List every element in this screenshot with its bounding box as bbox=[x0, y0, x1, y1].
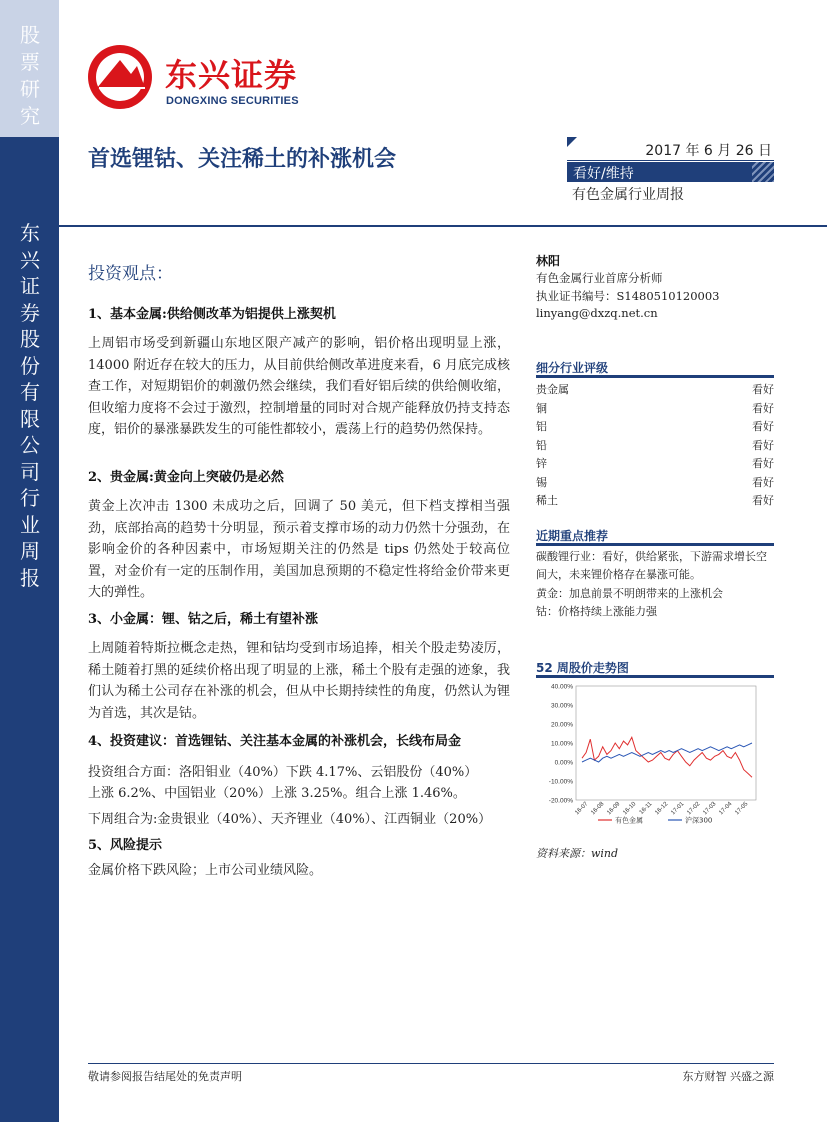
recommend-item-2: 黄金：加息前景不明朗带来的上涨机会 bbox=[536, 587, 723, 600]
sidebar-top-label: 股票研究 bbox=[20, 23, 40, 128]
rating-row-name: 铜 bbox=[536, 401, 547, 415]
chart-y-tick-label: 0.00% bbox=[554, 759, 573, 767]
portfolio-line-2: 上涨 6.2%、中国铝业（20%）上涨 3.25%。组合上涨 1.46%。 bbox=[88, 786, 466, 801]
rating-row bbox=[536, 418, 774, 436]
chart-legend-label: 有色金属 bbox=[615, 816, 643, 825]
rating-row-name: 铅 bbox=[536, 438, 547, 452]
industry-rating: 看好/维持 bbox=[573, 166, 634, 182]
rating-row-name: 稀土 bbox=[536, 494, 558, 507]
header-divider bbox=[59, 225, 827, 227]
chart-x-tick-label: 17-04 bbox=[718, 801, 734, 817]
date-row bbox=[567, 137, 774, 161]
chart-x-tick-label: 16-07 bbox=[574, 801, 590, 817]
rating-row-value: 看好 bbox=[752, 420, 774, 433]
chart-x-tick-label: 16-12 bbox=[654, 801, 670, 817]
sidebar-top-band bbox=[0, 0, 59, 137]
chart-y-tick-label: 20.00% bbox=[550, 721, 573, 729]
recommend-item-1: 碳酸锂行业：看好，供给紧张，下游需求增长空间大，未来锂价格存在暴涨可能。 bbox=[536, 550, 767, 581]
section-5-heading: 5、风险提示 bbox=[88, 838, 163, 853]
portfolio-line-1: 投资组合方面：洛阳钼业（40%）下跌 4.17%、云铝股份（40%） bbox=[88, 765, 478, 780]
section-title: 投资观点： bbox=[88, 264, 173, 284]
footer-divider bbox=[88, 1063, 774, 1064]
rating-row-value: 看好 bbox=[752, 383, 774, 396]
section-5-text: 金属价格下跌风险；上市公司业绩风险。 bbox=[88, 863, 323, 878]
footer-disclaimer: 敬请参阅报告结尾处的免责声明 bbox=[88, 1070, 242, 1083]
chart-x-tick-label: 16-11 bbox=[638, 801, 654, 816]
logo-english-name: DONGXING SECURITIES bbox=[166, 95, 299, 107]
rating-row-name: 锡 bbox=[536, 475, 547, 489]
portfolio-line-3: 下周组合为:金贵银业（40%）、天齐锂业（40%）、江西铜业（20%） bbox=[88, 812, 492, 827]
chart-x-tick-label: 17-02 bbox=[686, 801, 702, 817]
rating-row bbox=[536, 455, 774, 473]
sidebar-main-label: 东兴证券股份有限公司行业周报 bbox=[20, 221, 40, 590]
rating-row-name: 铝 bbox=[536, 420, 547, 433]
rating-row-value: 看好 bbox=[752, 457, 774, 470]
rating-row bbox=[536, 474, 774, 492]
logo-mark-icon bbox=[87, 44, 153, 110]
rating-row-name: 贵金属 bbox=[536, 383, 569, 396]
rating-row bbox=[536, 492, 774, 510]
recommend-title: 近期重点推荐 bbox=[536, 529, 609, 543]
chart-y-tick-label: -20.00% bbox=[548, 797, 573, 805]
section-3-text: 上周随着特斯拉概念走热，锂和钴均受到市场追捧，相关个股走势凌厉，稀土随着打黑的延续价格出现了明显的上涨，稀土个股有走强的迹象，我们认为稀土公司存在补涨的机会，但从中长期持续性的角度，仍然认为锂为首选，其次是钴。 bbox=[88, 641, 510, 721]
chart-x-tick-label: 17-01 bbox=[670, 801, 686, 817]
date-triangle-icon bbox=[567, 137, 577, 147]
section-3-heading: 3、小金属：锂、钴之后，稀土有望补涨 bbox=[88, 612, 319, 627]
logo-chinese-name: 东兴证券 bbox=[165, 56, 298, 94]
report-date: 2017 年 6 月 26 日 bbox=[645, 143, 772, 159]
recommend-item-3: 钴：价格持续上涨能力强 bbox=[536, 605, 657, 618]
stripes-decoration-icon bbox=[752, 162, 774, 182]
chart-source: 资料来源：wind bbox=[536, 847, 619, 860]
company-logo bbox=[87, 44, 347, 114]
rating-row-value: 看好 bbox=[752, 475, 774, 489]
rating-row bbox=[536, 400, 774, 418]
chart-y-tick-label: 40.00% bbox=[550, 683, 573, 691]
stock-chart-title: 52 周股价走势图 bbox=[536, 661, 629, 675]
section-2-heading: 2、贵金属:黄金向上突破仍是必然 bbox=[88, 470, 284, 485]
rating-row-name: 锌 bbox=[536, 457, 547, 470]
analyst-name: 林阳 bbox=[536, 254, 561, 268]
section-1-heading: 1、基本金属:供给侧改革为铝提供上涨契机 bbox=[88, 307, 336, 322]
chart-y-tick-label: 30.00% bbox=[550, 702, 573, 710]
rating-row bbox=[536, 437, 774, 455]
ratings-title: 细分行业评级 bbox=[536, 361, 609, 375]
chart-x-tick-label: 16-09 bbox=[606, 801, 622, 817]
chart-plot-area bbox=[576, 686, 756, 800]
rating-row bbox=[536, 381, 774, 399]
report-type: 有色金属行业周报 bbox=[572, 187, 684, 203]
rating-row-value: 看好 bbox=[752, 494, 774, 507]
footer-slogan: 东方财智 兴盛之源 bbox=[682, 1070, 774, 1083]
chart-y-tick-label: 10.00% bbox=[550, 740, 573, 748]
chart-x-tick-label: 17-05 bbox=[734, 801, 750, 817]
analyst-role: 有色金属行业首席分析师 bbox=[536, 271, 663, 285]
section-2-text: 黄金上次冲击 1300 未成功之后，回调了 50 美元，但下档支撑相当强劲，底部抬高的趋势十分明显，预示着支撑市场的动力仍然十分强劲，在影响金价的各种因素中，市场短期关注的仍然是 tips 仍然处于较高位置，对金价有一定的压制作用，美国加息预期的不稳定性将给金价带来更大的弹性。 bbox=[88, 499, 510, 600]
analyst-email[interactable]: linyang@dxzq.net.cn bbox=[536, 306, 658, 320]
rating-row-value: 看好 bbox=[752, 401, 774, 415]
chart-x-tick-label: 16-10 bbox=[622, 801, 638, 817]
sidebar-main-band bbox=[0, 137, 59, 1122]
chart-x-tick-label: 17-03 bbox=[702, 801, 718, 817]
report-title: 首选锂钴、关注稀土的补涨机会 bbox=[88, 147, 397, 172]
rating-bar bbox=[567, 162, 774, 182]
section-4-heading: 4、投资建议：首选锂钴、关注基本金属的补涨机会，长线布局金 bbox=[88, 734, 462, 749]
ratings-title-rule bbox=[536, 375, 774, 378]
stock-price-chart bbox=[536, 680, 776, 830]
section-1-text: 上周铝市场受到新疆山东地区限产减产的影响，铝价格出现明显上涨，14000 附近存在较大的压力，从目前供给侧改革进度来看，6 月底完成核查工作，对短期铝价的刺激仍然会继续，我们看好铝后续的供给侧收缩，但收缩力度将不会过于激烈，控制增量的同时对合规产能释放仍持支持态度，铝价的暴涨暴跌发生的可能性都较小，震荡上行的趋势仍然保持。 bbox=[88, 336, 510, 437]
recommend-title-rule bbox=[536, 543, 774, 546]
rating-row-value: 看好 bbox=[752, 438, 774, 452]
analyst-cert: 执业证书编号：S1480510120003 bbox=[536, 289, 720, 303]
chart-series-line-0 bbox=[582, 737, 752, 777]
chart-x-tick-label: 16-08 bbox=[590, 801, 606, 817]
chart-y-tick-label: -10.00% bbox=[548, 778, 573, 786]
stock-chart-title-rule bbox=[536, 675, 774, 678]
chart-legend-label: 沪深300 bbox=[685, 816, 713, 825]
